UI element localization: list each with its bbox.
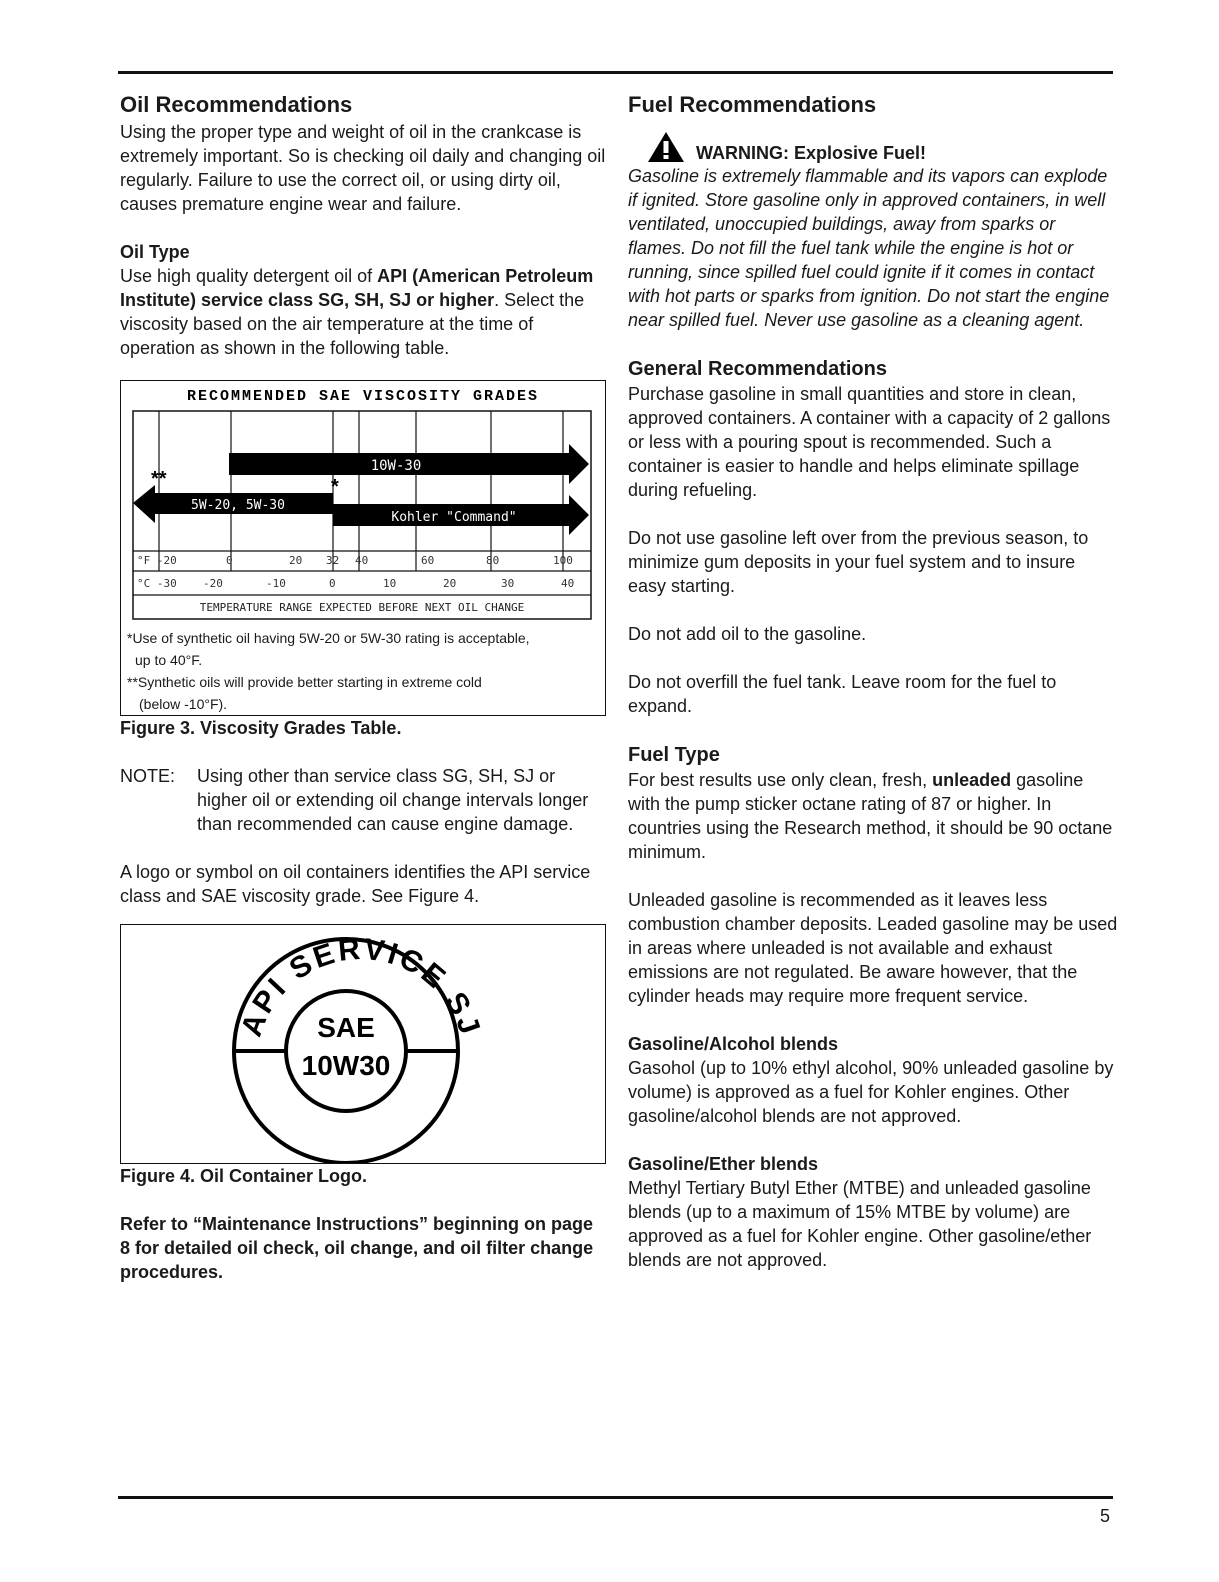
fuel-recommendations-heading: Fuel Recommendations [628,92,877,117]
grade-text: 10W30 [301,1050,391,1081]
warning-icon [646,130,686,164]
fuel-type-p2: Unleaded gasoline is recommended as it leaves less combustion chamber deposits. Leaded gasoline may be used in areas where unleaded is not available and exhaust emissions are not regulated. Be aware however, that the cylinder heads may require more frequent service. [628,890,1118,1006]
footnote-2b: (below -10°F). [139,696,228,712]
label-10w30: 10W-30 [370,458,422,474]
general-p1: Purchase gasoline in small quantities and store in clean, approved containers. A container with a capacity of 2 gallons or less with a pouring spout is recommended. Such a container is easier to handle and helps eliminate spillage during refueling. [628,384,1111,500]
top-rule [118,71,1113,74]
logo-paragraph: A logo or symbol on oil containers identifies the API service class and SAE viscosity grade. See Figure 4. [120,862,591,906]
right-column [628,90,1118,1272]
general-recommendations-heading: General Recommendations [628,358,887,380]
label-kohler: Kohler "Command" [391,510,517,525]
f-tick-3: 32 [326,554,340,567]
oil-type-heading: Oil Type [120,242,190,262]
c-tick-7: 40 [561,577,575,590]
oil-recommendations-heading: Oil Recommendations [120,92,353,117]
figure-3-caption: Figure 3. Viscosity Grades Table. [120,718,402,738]
chart-title: RECOMMENDED SAE VISCOSITY GRADES [186,388,540,405]
footnote-1b: up to 40°F. [135,652,203,668]
c-tick-0: °C -30 [137,577,177,590]
general-p3: Do not add oil to the gasoline. [628,624,867,644]
ring-text: API SERVICE SJ [234,932,488,1041]
c-tick-2: -10 [266,577,286,590]
bottom-rule [118,1496,1113,1499]
ether-blends-text: Methyl Tertiary Butyl Ether (MTBE) and unleaded gasoline blends (up to a maximum of 15% MTBE by volume) are approved as a fuel for Kohler engine. Other gasoline/ether blends are not approved. [628,1178,1092,1270]
c-tick-3: 0 [329,577,336,590]
c-tick-6: 30 [501,577,515,590]
f-tick-1: 0 [226,554,233,567]
alcohol-blends-heading: Gasoline/Alcohol blends [628,1034,839,1054]
f-tick-4: 40 [355,554,369,567]
refer-paragraph: Refer to “Maintenance Instructions” beginning on page 8 for detailed oil check, oil change, and oil filter change procedures. [120,1214,594,1282]
f-tick-6: 80 [486,554,500,567]
f-tick-0: °F -20 [137,554,177,567]
warning-header [646,130,1118,164]
f-tick-7: 100 [553,554,573,567]
viscosity-grades-chart [120,380,606,716]
alcohol-blends-text: Gasohol (up to 10% ethyl alcohol, 90% unleaded gasoline by volume) is approved as a fuel for Kohler engines. Other gasoline/alcohol blends are not approved. [628,1058,1114,1126]
ether-blends-heading: Gasoline/Ether blends [628,1154,819,1174]
label-5w: 5W-20, 5W-30 [191,498,285,513]
f-tick-5: 60 [421,554,435,567]
footnote-1: *Use of synthetic oil having 5W-20 or 5W-30 rating is acceptable, [127,630,530,646]
fuel-type-p1: For best results use only clean, fresh, unleaded gasoline with the pump sticker octane rating of 87 or higher. In countries using the Research method, it should be 90 octane minimum. [628,770,1113,862]
sae-text: SAE [317,1012,375,1043]
note-text: Using other than service class SG, SH, SJ or higher oil or extending oil change intervals longer than recommended can cause engine damage. [197,766,589,834]
general-p4: Do not overfill the fuel tank. Leave room for the fuel to expand. [628,672,1057,716]
warning-title: WARNING: Explosive Fuel! [696,143,927,163]
note-block [120,764,606,836]
chart-footer: TEMPERATURE RANGE EXPECTED BEFORE NEXT OIL CHANGE [199,601,525,614]
left-column [120,90,606,1284]
oil-intro-paragraph: Using the proper type and weight of oil in the crankcase is extremely important. So is checking oil daily and changing oil regularly. Failure to use the correct oil, or using dirty oil, causes premature engine wear and failure. [120,122,606,214]
warning-text: Gasoline is extremely flammable and its vapors can explode if ignited. Store gasoline only in approved containers, in well ventilated, unoccupied buildings, away from sparks or flames. Do not fill the fuel tank while the engine is hot or running, since spilled fuel could ignite if it comes in contact with hot parts or sparks from ignition. Do not start the engine near spilled fuel. Never use gasoline as a cleaning agent. [628,166,1110,330]
fuel-type-heading: Fuel Type [628,744,720,766]
c-tick-4: 10 [383,577,397,590]
double-star-marker: ** [151,468,167,490]
general-p2: Do not use gasoline left over from the previous season, to minimize gum deposits in your fuel system and to insure easy starting. [628,528,1089,596]
page-number: 5 [1100,1506,1111,1526]
oil-container-logo-figure [120,924,606,1164]
oil-type-paragraph: Use high quality detergent oil of API (American Petroleum Institute) service class SG, SH, SJ or higher. Select the viscosity based on the air temperature at the time of operation as shown in the following table. [120,266,594,358]
api-logo [121,925,605,1163]
footnote-2: **Synthetic oils will provide better starting in extreme cold [127,674,482,690]
c-tick-1: -20 [203,577,223,590]
figure-4-caption: Figure 4. Oil Container Logo. [120,1166,368,1186]
single-star-marker: * [331,476,339,498]
c-tick-5: 20 [443,577,457,590]
note-label: NOTE: [120,766,176,786]
f-tick-2: 20 [289,554,303,567]
